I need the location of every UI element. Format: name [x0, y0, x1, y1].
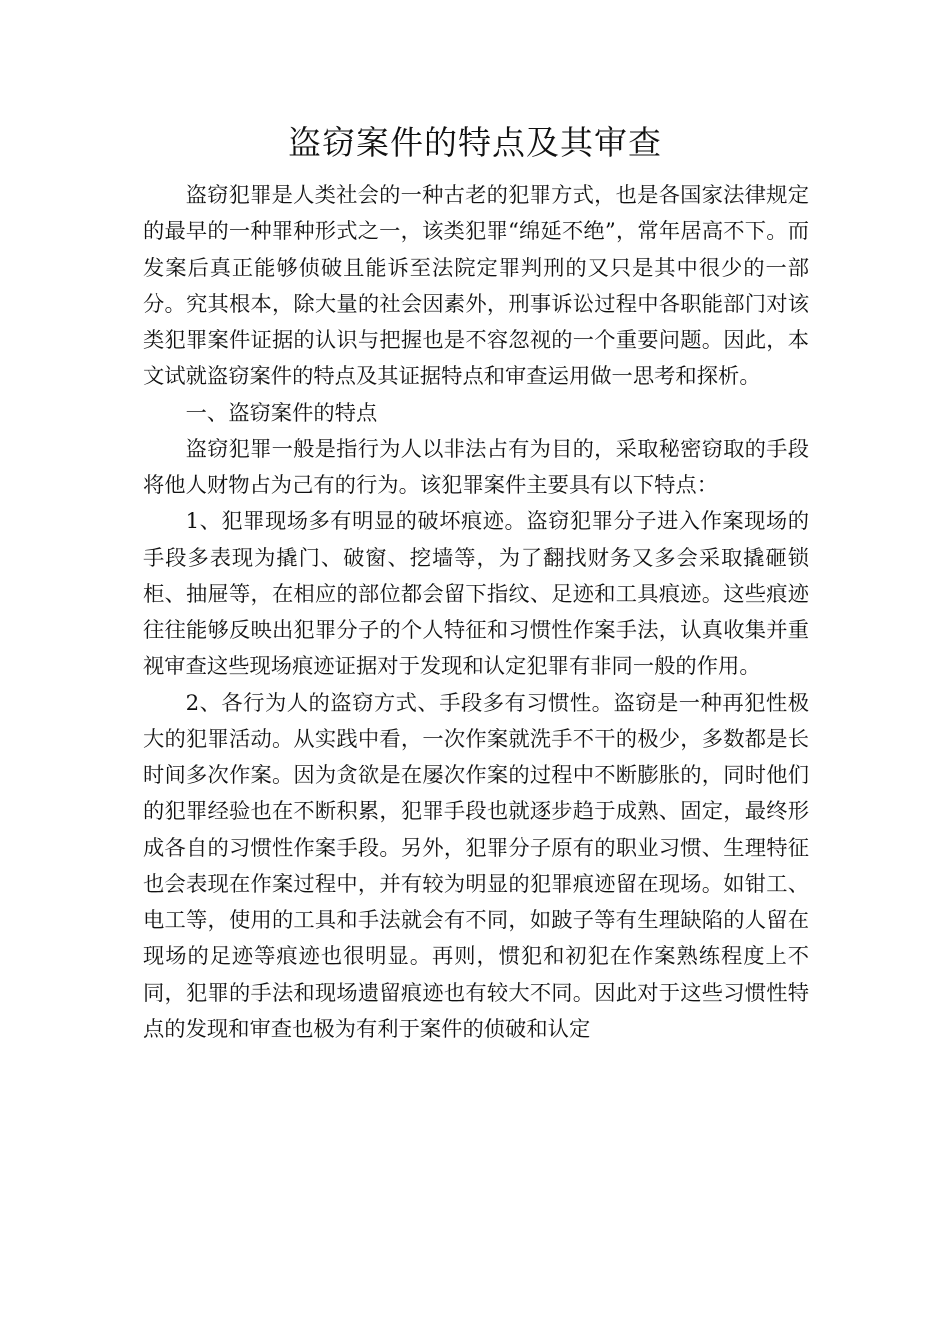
document-body — [143, 178, 809, 1048]
paragraph-feature-1: 1、犯罪现场多有明显的破坏痕迹。盗窃犯罪分子进入作案现场的手段多表现为撬门、破窗、挖墙等，为了翻找财务又多会采取撬砸锁柜、抽屉等，在相应的部位都会留下指纹、足迹和工具痕迹。这些痕迹往往能够反映出犯罪分子的个人特征和习惯性作案手法，认真收集并重视审查这些现场痕迹证据对于发现和认定犯罪有非同一般的作用。 — [143, 509, 809, 680]
paragraph-feature-2: 2、各行为人的盗窃方式、手段多有习惯性。盗窃是一种再犯性极大的犯罪活动。从实践中看，一次作案就洗手不干的极少，多数都是长时间多次作案。因为贪欲是在屡次作案的过程中不断膨胀的，同时他们的犯罪经验也在不断积累，犯罪手段也就逐步趋于成熟、固定，最终形成各自的习惯性作案手段。另外，犯罪分子原有的职业习惯、生理特征也会表现在作案过程中，并有较为明显的犯罪痕迹留在现场。如钳工、电工等，使用的工具和手法就会有不同，如跛子等有生理缺陷的人留在现场的足迹等痕迹也很明显。再则，惯犯和初犯在作案熟练程度上不同，犯罪的手法和现场遗留痕迹也有较大不同。因此对于这些习惯性特点的发现和审查也极为有利于案件的侦破和认定 — [143, 690, 809, 1042]
paragraph-intro: 盗窃犯罪是人类社会的一种古老的犯罪方式，也是各国家法律规定的最早的一种罪种形式之一，该类犯罪“绵延不绝”，常年居高不下。而发案后真正能够侦破且能诉至法院定罪判刑的又只是其中很少的一部分。究其根本，除大量的社会因素外，刑事诉讼过程中各职能部门对该类犯罪案件证据的认识与把握也是不容忽视的一个重要问题。因此，本文试就盗窃案件的特点及其证据特点和审查运用做一思考和探析。 — [143, 183, 809, 390]
paragraph-definition: 盗窃犯罪一般是指行为人以非法占有为目的，采取秘密窃取的手段将他人财物占为己有的行为。该犯罪案件主要具有以下特点： — [143, 436, 809, 498]
section-heading-1: 一、盗窃案件的特点 — [185, 400, 378, 426]
document-title: 盗窃案件的特点及其审查 — [288, 123, 662, 163]
